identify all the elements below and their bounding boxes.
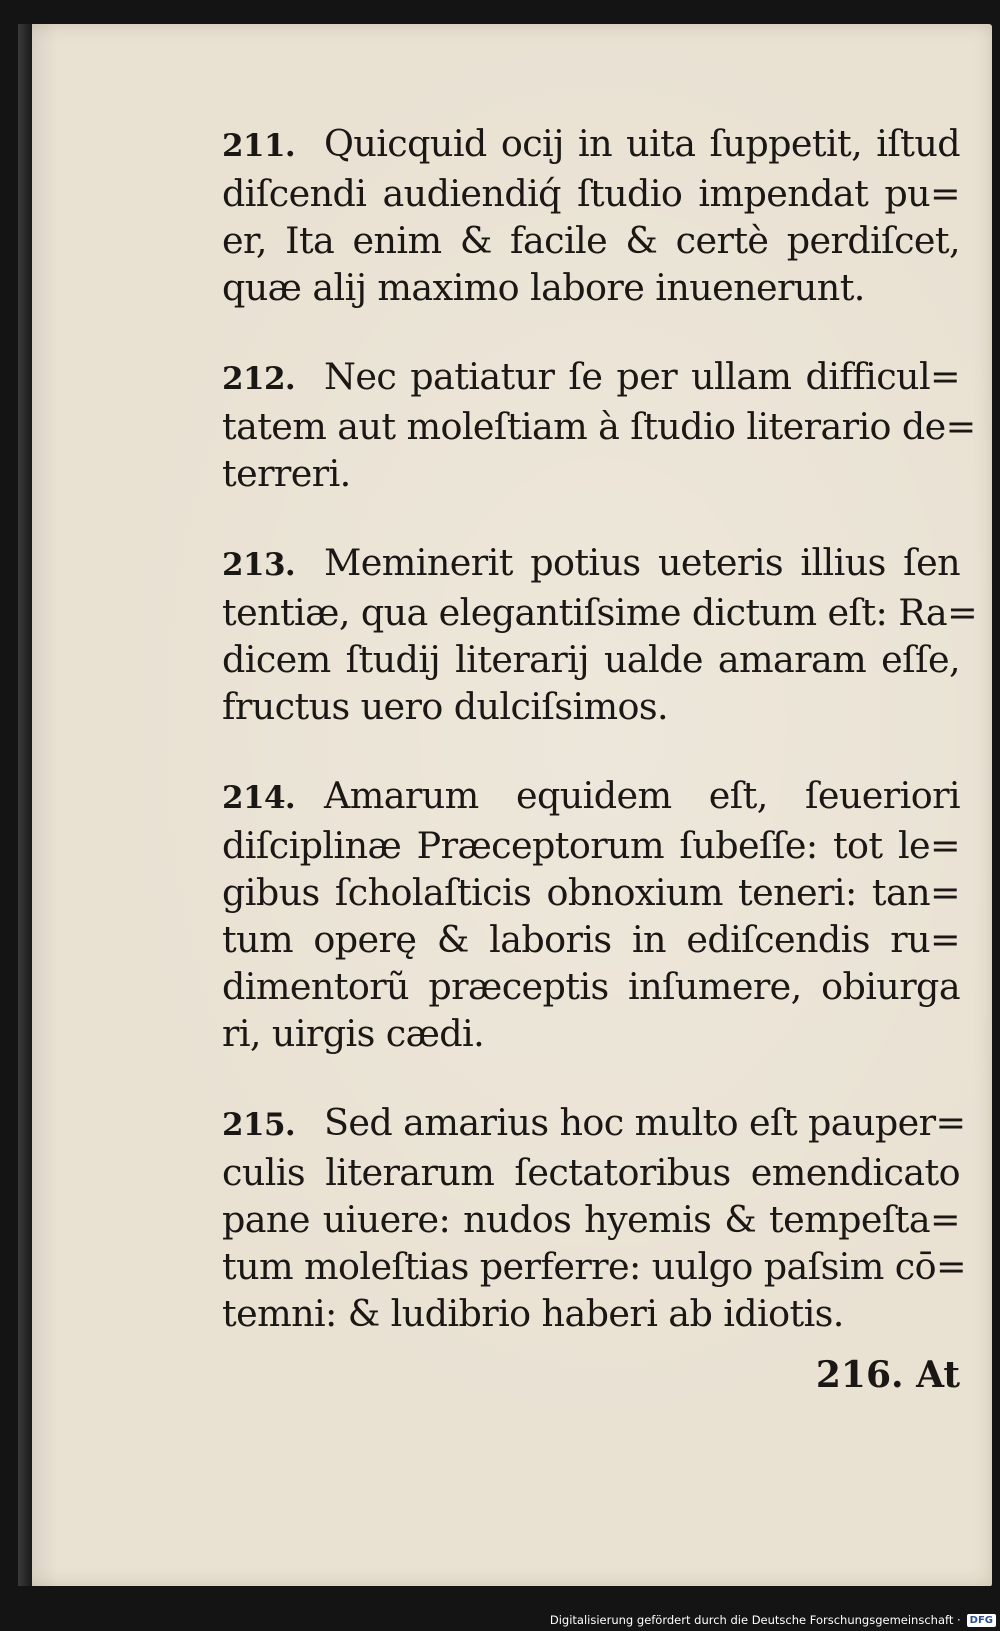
book-spine — [18, 24, 32, 1586]
catchword: 216. At — [815, 1354, 960, 1396]
text-line: 213. Meminerit potius ueteris illius ſen — [222, 539, 960, 589]
text-line: 212. Nec patiatur ſe per ullam difficul= — [222, 353, 960, 403]
text-line: diſciplinæ Præceptorum ſubeſſe: tot le= — [222, 824, 960, 867]
paragraph-number: 213. — [222, 547, 296, 583]
paragraph-215 — [222, 1099, 966, 1337]
text-line: fructus uero dulciſsimos. — [222, 685, 669, 728]
text-line: dimentorũ præceptis inſumere, obiurga — [222, 965, 960, 1008]
text-line: 215. Sed amarius hoc multo eſt pauper= — [222, 1099, 960, 1149]
paragraph-number: 214. — [222, 780, 296, 816]
paragraph-212 — [222, 353, 976, 497]
text-line: temni: & ludibrio haberi ab idiotis. — [222, 1292, 844, 1335]
text-line: pane uiuere: nudos hyemis & tempeſta= — [222, 1198, 960, 1241]
digitization-footer — [550, 1611, 996, 1629]
text-block — [222, 120, 978, 1379]
text-line: tum moleſtias perferre: uulgo paſsim cō= — [222, 1245, 966, 1288]
footer-credit-text: Digitalisierung gefördert durch die Deutsche Forschungsgemeinschaft · — [549, 1613, 961, 1627]
text-line: ri, uirgis cædi. — [222, 1012, 485, 1055]
text-line: 211. Quicquid ocij in uita ſuppetit, iſtud — [222, 120, 960, 170]
dfg-logo: DFG — [967, 1614, 996, 1627]
text-line: culis literarum ſectatoribus emendicato — [222, 1151, 960, 1194]
text-line: terreri. — [222, 452, 351, 495]
text-line: 214. Amarum equidem eſt, ſeueriori — [222, 772, 960, 822]
text-line: tum operę & laboris in ediſcendis ru= — [222, 918, 960, 961]
text-line: dicem ſtudij literarij ualde amaram eſſe, — [222, 638, 960, 681]
paragraph-213 — [222, 539, 978, 730]
paragraph-214 — [222, 772, 960, 1057]
text-line: tentiæ, qua elegantiſsime dictum eſt: Ra= — [222, 591, 978, 634]
text-line: tatem aut moleſtiam à ſtudio literario de= — [222, 405, 976, 448]
paragraph-number: 211. — [222, 128, 296, 164]
paragraph-211 — [222, 120, 960, 311]
text-line: diſcendi audiendiq́ ſtudio impendat pu= — [222, 172, 960, 215]
text-line: er, Ita enim & facile & certè perdiſcet, — [222, 219, 960, 262]
text-line: quæ alij maximo labore inuenerunt. — [222, 266, 865, 309]
paragraph-number: 215. — [222, 1107, 296, 1143]
paragraph-number: 212. — [222, 361, 296, 397]
text-line: gibus ſcholaſticis obnoxium teneri: tan= — [222, 871, 960, 914]
